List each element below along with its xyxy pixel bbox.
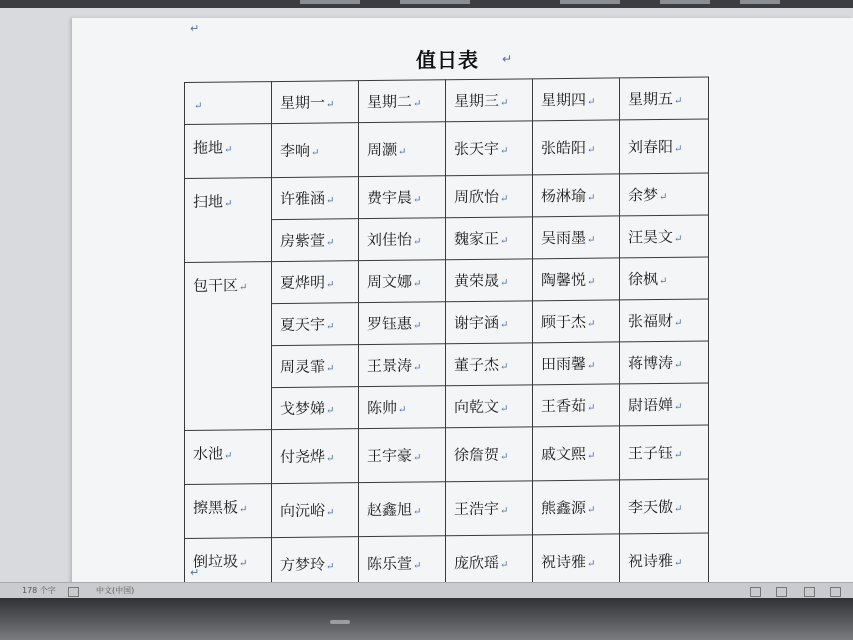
cell-end-mark-icon: ↵ bbox=[413, 506, 422, 518]
cell-end-mark-icon: ↵ bbox=[500, 403, 509, 415]
name-cell-text: 费宇晨 bbox=[367, 188, 413, 208]
name-cell[interactable] bbox=[359, 176, 446, 219]
name-cell-text: 谢宇涵 bbox=[454, 313, 500, 333]
cell-end-mark-icon: ↵ bbox=[500, 97, 509, 109]
zoom-out-icon[interactable] bbox=[830, 587, 841, 597]
cell-end-mark-icon: ↵ bbox=[587, 504, 596, 516]
header-weekday-cell-text: 星期四 bbox=[541, 90, 587, 110]
name-cell[interactable] bbox=[446, 385, 533, 428]
name-cell-text: 夏天宇 bbox=[280, 315, 326, 334]
cell-end-mark-icon: ↵ bbox=[413, 278, 422, 290]
name-cell[interactable] bbox=[533, 120, 620, 175]
name-cell-text: 熊鑫源 bbox=[541, 498, 587, 518]
name-cell[interactable] bbox=[620, 299, 709, 342]
name-cell-text: 戚文熙 bbox=[541, 444, 587, 464]
name-cell[interactable] bbox=[620, 173, 709, 216]
name-cell[interactable] bbox=[533, 174, 620, 217]
ribbon-tab[interactable] bbox=[560, 0, 620, 4]
name-cell-text: 王宇豪 bbox=[367, 446, 413, 466]
name-cell-text: 周灏 bbox=[367, 140, 398, 160]
name-cell-text: 王景涛 bbox=[367, 356, 413, 376]
duty-cell[interactable] bbox=[185, 430, 272, 485]
name-cell[interactable] bbox=[620, 341, 709, 384]
name-cell-text: 周文娜 bbox=[367, 272, 413, 292]
name-cell-text: 陈帅 bbox=[367, 398, 398, 418]
name-cell[interactable] bbox=[446, 481, 533, 536]
name-cell[interactable] bbox=[533, 480, 620, 535]
header-weekday-cell[interactable] bbox=[446, 79, 533, 122]
name-cell[interactable] bbox=[272, 429, 359, 484]
duty-cell-text: 拖地 bbox=[193, 138, 224, 157]
cell-end-mark-icon: ↵ bbox=[500, 235, 509, 247]
cell-end-mark-icon: ↵ bbox=[587, 318, 596, 330]
name-cell[interactable] bbox=[620, 383, 709, 426]
name-cell[interactable] bbox=[620, 425, 709, 480]
cell-end-mark-icon: ↵ bbox=[224, 198, 233, 210]
name-cell[interactable] bbox=[446, 301, 533, 344]
cell-end-mark-icon: ↵ bbox=[194, 100, 203, 112]
cell-end-mark-icon: ↵ bbox=[413, 236, 422, 248]
cell-end-mark-icon: ↵ bbox=[326, 363, 335, 375]
cell-end-mark-icon: ↵ bbox=[326, 453, 335, 465]
cell-end-mark-icon: ↵ bbox=[674, 503, 683, 515]
name-cell[interactable] bbox=[620, 479, 709, 534]
name-cell[interactable] bbox=[359, 344, 446, 387]
duty-cell-text: 倒垃圾 bbox=[193, 552, 239, 571]
cell-end-mark-icon: ↵ bbox=[398, 404, 407, 416]
name-cell[interactable] bbox=[272, 303, 359, 346]
name-cell[interactable] bbox=[272, 177, 359, 220]
name-cell-text: 李响 bbox=[280, 141, 311, 160]
name-cell-text: 刘春阳 bbox=[628, 137, 674, 157]
cell-end-mark-icon: ↵ bbox=[224, 144, 233, 156]
header-weekday-cell[interactable] bbox=[620, 77, 709, 120]
name-cell-text: 庞欣瑶 bbox=[454, 553, 500, 573]
cell-end-mark-icon: ↵ bbox=[587, 144, 596, 156]
cell-end-mark-icon: ↵ bbox=[413, 362, 422, 374]
name-cell[interactable] bbox=[533, 426, 620, 481]
name-cell-text: 房紫萱 bbox=[280, 231, 326, 250]
cell-end-mark-icon: ↵ bbox=[587, 558, 596, 570]
cell-end-mark-icon: ↵ bbox=[500, 193, 509, 205]
ribbon-tab[interactable] bbox=[400, 0, 470, 4]
duty-cell-text: 擦黑板 bbox=[193, 498, 239, 517]
name-cell-text: 王香茹 bbox=[541, 396, 587, 416]
cell-end-mark-icon: ↵ bbox=[413, 98, 422, 110]
paragraph-mark-icon: ↵ bbox=[190, 22, 200, 35]
name-cell-text: 周欣怡 bbox=[454, 187, 500, 207]
monitor-logo-icon bbox=[330, 620, 350, 624]
name-cell[interactable] bbox=[359, 482, 446, 537]
cell-end-mark-icon: ↵ bbox=[659, 191, 668, 204]
name-cell[interactable] bbox=[359, 302, 446, 345]
name-cell[interactable] bbox=[272, 387, 359, 430]
duty-cell[interactable] bbox=[185, 124, 272, 179]
cell-end-mark-icon: ↵ bbox=[659, 275, 668, 288]
name-cell[interactable] bbox=[620, 215, 709, 258]
header-weekday-cell[interactable] bbox=[533, 78, 620, 121]
duty-cell-text: 扫地 bbox=[193, 192, 224, 211]
name-cell[interactable] bbox=[272, 219, 359, 262]
web-layout-icon[interactable] bbox=[804, 587, 815, 597]
cell-end-mark-icon: ↵ bbox=[587, 402, 596, 414]
cell-end-mark-icon: ↵ bbox=[500, 505, 509, 517]
name-cell-text: 周灵霏 bbox=[280, 357, 326, 376]
name-cell[interactable] bbox=[533, 384, 620, 427]
name-cell-text: 刘佳怡 bbox=[367, 230, 413, 250]
cell-end-mark-icon: ↵ bbox=[239, 504, 248, 516]
name-cell-text: 罗钰惠 bbox=[367, 314, 413, 334]
name-cell[interactable] bbox=[620, 119, 709, 174]
name-cell-text: 汪昊文 bbox=[628, 227, 674, 247]
name-cell-text: 顾于杰 bbox=[541, 312, 587, 332]
name-cell-text: 付尧烨 bbox=[280, 447, 326, 466]
window-title-bar bbox=[0, 0, 853, 8]
name-cell-text: 魏家正 bbox=[454, 229, 500, 249]
header-weekday-cell-text: 星期二 bbox=[367, 92, 413, 112]
name-cell-text: 向沅峪 bbox=[280, 501, 326, 520]
cell-end-mark-icon: ↵ bbox=[224, 450, 233, 462]
language-indicator[interactable]: 中文(中国) bbox=[96, 586, 135, 595]
cell-end-mark-icon: ↵ bbox=[326, 321, 335, 333]
name-cell[interactable] bbox=[359, 386, 446, 429]
name-cell-text: 杨淋瑜 bbox=[541, 186, 587, 206]
header-weekday-cell-text: 星期三 bbox=[454, 91, 500, 111]
duty-cell[interactable] bbox=[185, 178, 272, 263]
table-row bbox=[185, 425, 709, 484]
duty-cell-text: 水池 bbox=[193, 444, 224, 463]
name-cell-text: 黄荣晟 bbox=[454, 271, 500, 291]
table-row bbox=[185, 257, 709, 304]
cell-end-mark-icon: ↵ bbox=[674, 557, 683, 569]
name-cell[interactable] bbox=[620, 257, 709, 300]
name-cell-text: 陶馨悦 bbox=[541, 270, 587, 290]
cell-end-mark-icon: ↵ bbox=[587, 234, 596, 246]
cell-end-mark-icon: ↵ bbox=[326, 99, 335, 111]
paragraph-mark-icon: ↵ bbox=[190, 566, 200, 579]
name-cell[interactable] bbox=[446, 259, 533, 302]
name-cell[interactable] bbox=[272, 483, 359, 538]
cell-end-mark-icon: ↵ bbox=[674, 359, 683, 371]
cell-end-mark-icon: ↵ bbox=[674, 317, 683, 329]
name-cell-text: 夏烨明 bbox=[280, 273, 326, 292]
cell-end-mark-icon: ↵ bbox=[398, 146, 407, 158]
header-weekday-cell-text: 星期一 bbox=[280, 93, 326, 112]
name-cell-text: 张福财 bbox=[628, 311, 674, 331]
header-weekday-cell-text: 星期五 bbox=[628, 89, 674, 109]
cell-end-mark-icon: ↵ bbox=[413, 560, 422, 572]
cell-end-mark-icon: ↵ bbox=[500, 559, 509, 571]
name-cell[interactable] bbox=[272, 261, 359, 304]
table-row bbox=[185, 479, 709, 538]
name-cell-text: 田雨馨 bbox=[541, 354, 587, 374]
cell-end-mark-icon: ↵ bbox=[239, 282, 248, 294]
cell-end-mark-icon: ↵ bbox=[674, 401, 683, 413]
header-weekday-cell[interactable] bbox=[272, 81, 359, 124]
cell-end-mark-icon: ↵ bbox=[311, 147, 320, 159]
name-cell-text: 祝诗雅 bbox=[541, 552, 587, 572]
name-cell-text: 尉语婵 bbox=[628, 395, 674, 415]
word-count[interactable]: 178 个字 bbox=[22, 586, 56, 595]
cell-end-mark-icon: ↵ bbox=[587, 360, 596, 372]
name-cell[interactable] bbox=[359, 122, 446, 177]
cell-end-mark-icon: ↵ bbox=[500, 361, 509, 373]
cell-end-mark-icon: ↵ bbox=[326, 507, 335, 519]
name-cell-text: 张天宇 bbox=[454, 139, 500, 159]
name-cell[interactable] bbox=[533, 258, 620, 301]
monitor-bezel bbox=[0, 598, 853, 640]
name-cell[interactable] bbox=[446, 343, 533, 386]
name-cell[interactable] bbox=[359, 260, 446, 303]
name-cell[interactable] bbox=[359, 428, 446, 483]
cell-end-mark-icon: ↵ bbox=[326, 237, 335, 249]
cell-end-mark-icon: ↵ bbox=[500, 319, 509, 331]
cell-end-mark-icon: ↵ bbox=[413, 194, 422, 206]
cell-end-mark-icon: ↵ bbox=[326, 195, 335, 207]
name-cell[interactable] bbox=[272, 123, 359, 178]
cell-end-mark-icon: ↵ bbox=[326, 405, 335, 417]
name-cell-text: 陈乐萱 bbox=[367, 554, 413, 574]
status-bar bbox=[0, 582, 853, 599]
name-cell[interactable] bbox=[620, 533, 709, 588]
cell-end-mark-icon: ↵ bbox=[326, 561, 335, 573]
name-cell-text: 蒋博涛 bbox=[628, 353, 674, 373]
name-cell[interactable] bbox=[446, 217, 533, 260]
name-cell-text: 徐枫 bbox=[628, 270, 659, 289]
read-mode-icon[interactable] bbox=[750, 587, 761, 597]
name-cell-text: 许雅涵 bbox=[280, 189, 326, 208]
document-title[interactable]: 值日表 bbox=[416, 48, 479, 72]
ribbon-tab[interactable] bbox=[740, 0, 780, 4]
name-cell[interactable] bbox=[272, 345, 359, 388]
name-cell-text: 张皓阳 bbox=[541, 138, 587, 158]
cell-end-mark-icon: ↵ bbox=[500, 277, 509, 289]
cell-end-mark-icon: ↵ bbox=[326, 279, 335, 291]
name-cell[interactable] bbox=[533, 534, 620, 589]
cell-end-mark-icon: ↵ bbox=[587, 450, 596, 462]
name-cell-text: 向乾文 bbox=[454, 397, 500, 417]
cell-end-mark-icon: ↵ bbox=[674, 233, 683, 245]
name-cell-text: 王浩宇 bbox=[454, 499, 500, 519]
header-weekday-cell[interactable] bbox=[359, 80, 446, 123]
cell-end-mark-icon: ↵ bbox=[674, 449, 683, 461]
name-cell-text: 戈梦娣 bbox=[280, 399, 326, 418]
name-cell[interactable] bbox=[446, 427, 533, 482]
name-cell-text: 徐詹贺 bbox=[454, 445, 500, 465]
table-header-row bbox=[185, 77, 709, 124]
duty-cell[interactable] bbox=[185, 484, 272, 539]
name-cell-text: 王子钰 bbox=[628, 443, 674, 463]
cell-end-mark-icon: ↵ bbox=[239, 558, 248, 570]
name-cell-text: 赵鑫旭 bbox=[367, 500, 413, 520]
name-cell-text: 祝诗雅 bbox=[628, 551, 674, 571]
paragraph-mark-icon: ↵ bbox=[502, 52, 513, 66]
ribbon-tab[interactable] bbox=[300, 0, 360, 4]
duty-schedule-table[interactable] bbox=[184, 77, 709, 593]
name-cell-text: 余梦 bbox=[628, 186, 659, 205]
print-layout-icon[interactable] bbox=[776, 587, 787, 597]
cell-end-mark-icon: ↵ bbox=[587, 192, 596, 204]
name-cell-text: 方梦玲 bbox=[280, 555, 326, 574]
cell-end-mark-icon: ↵ bbox=[413, 320, 422, 332]
name-cell-text: 李天傲 bbox=[628, 497, 674, 517]
cell-end-mark-icon: ↵ bbox=[674, 95, 683, 107]
name-cell[interactable] bbox=[446, 121, 533, 176]
cell-end-mark-icon: ↵ bbox=[500, 145, 509, 157]
header-corner-cell[interactable] bbox=[185, 82, 272, 125]
name-cell-text: 董子杰 bbox=[454, 355, 500, 375]
name-cell[interactable] bbox=[533, 300, 620, 343]
name-cell[interactable] bbox=[533, 342, 620, 385]
cell-end-mark-icon: ↵ bbox=[674, 143, 683, 155]
cell-end-mark-icon: ↵ bbox=[587, 276, 596, 288]
duty-cell-text: 包干区 bbox=[193, 276, 239, 295]
duty-cell[interactable] bbox=[185, 262, 272, 431]
ribbon-tab[interactable] bbox=[660, 0, 710, 4]
name-cell[interactable] bbox=[359, 218, 446, 261]
name-cell[interactable] bbox=[533, 216, 620, 259]
table-row bbox=[185, 173, 709, 220]
cell-end-mark-icon: ↵ bbox=[500, 451, 509, 463]
cell-end-mark-icon: ↵ bbox=[413, 452, 422, 464]
name-cell-text: 吴雨墨 bbox=[541, 228, 587, 248]
cell-end-mark-icon: ↵ bbox=[587, 96, 596, 108]
table-row bbox=[185, 119, 709, 178]
proofing-icon[interactable] bbox=[68, 587, 79, 597]
name-cell[interactable] bbox=[446, 175, 533, 218]
